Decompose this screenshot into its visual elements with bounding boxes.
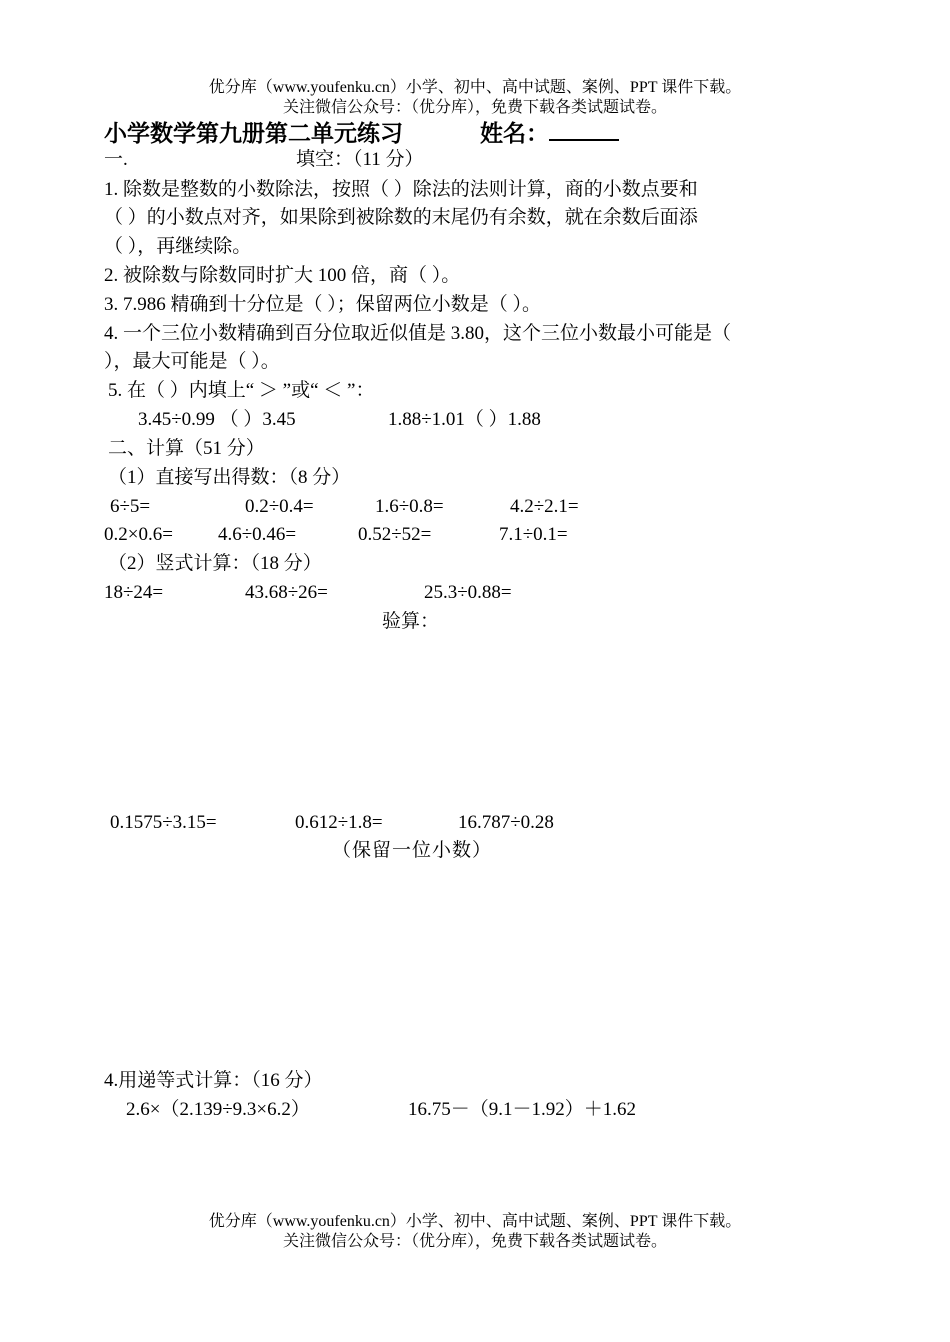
check-label: 验算： [382, 611, 440, 632]
part2-heading: （2）竖式计算：（18 分） [108, 553, 322, 574]
section1-number: 一. [104, 149, 128, 170]
vertical-calc-4: 0.1575÷3.15= [110, 812, 217, 833]
part1-heading: （1）直接写出得数：（8 分） [108, 467, 351, 488]
question-4-line-1: 4. 一个三位小数精确到百分位取近似值是 3.80，这个三位小数最小可能是（ [104, 323, 732, 344]
header-line-2: 关注微信公众号：（优分库），免费下载各类试题试卷。 [282, 99, 667, 116]
name-label: 姓名： [480, 121, 549, 146]
mental-calc-3: 1.6÷0.8= [375, 496, 444, 517]
question-5-item-2: 1.88÷1.01（ ）1.88 [388, 409, 541, 430]
page-title: 小学数学第九册第二单元练习 [104, 121, 403, 146]
name-blank [549, 121, 619, 141]
question-3: 3. 7.986 精确到十分位是（ ）；保留两位小数是（ ）。 [104, 294, 542, 315]
stepwise-calc-2: 16.75－（9.1－1.92）＋1.62 [408, 1099, 637, 1120]
mental-calc-7: 0.52÷52= [358, 524, 432, 545]
stepwise-calc-1: 2.6×（2.139÷9.3×6.2） [126, 1099, 310, 1120]
mental-calc-8: 7.1÷0.1= [499, 524, 568, 545]
footer-line-1: 优分库（www.youfenku.cn）小学、初中、高中试题、案例、PPT 课件下载。 [208, 1213, 742, 1230]
mental-calc-1: 6÷5= [110, 496, 151, 517]
vertical-calc-3: 25.3÷0.88= [424, 582, 512, 603]
vertical-calc-5: 0.612÷1.8= [295, 812, 383, 833]
question-4-line-2: ），最大可能是（ ）。 [104, 351, 280, 372]
section1-heading: 填空：（11 分） [296, 149, 424, 170]
vertical-calc-1: 18÷24= [104, 582, 164, 603]
name-field [480, 120, 619, 148]
mental-calc-6: 4.6÷0.46= [218, 524, 297, 545]
mental-calc-4: 4.2÷2.1= [510, 496, 579, 517]
question-5: 5. 在（ ）内填上“ ＞ ”或“ ＜ ”： [108, 380, 375, 401]
rounding-note: （保留一位小数） [332, 840, 493, 861]
question-1-line-1: 1. 除数是整数的小数除法，按照（ ）除法的法则计算，商的小数点要和 [104, 179, 698, 200]
header-line-1: 优分库（www.youfenku.cn）小学、初中、高中试题、案例、PPT 课件下载。 [208, 79, 742, 96]
vertical-calc-6: 16.787÷0.28 [458, 812, 554, 833]
mental-calc-5: 0.2×0.6= [104, 524, 173, 545]
mental-calc-2: 0.2÷0.4= [245, 496, 314, 517]
question-2: 2. 被除数与除数同时扩大 100 倍，商（ ）。 [104, 265, 461, 286]
section2-heading: 二、计算（51 分） [108, 438, 265, 459]
question-1-line-3: （ ），再继续除。 [104, 236, 252, 257]
footer-line-2: 关注微信公众号：（优分库），免费下载各类试题试卷。 [282, 1233, 667, 1250]
question-1-line-2: （ ）的小数点对齐，如果除到被除数的末尾仍有余数，就在余数后面添 [104, 207, 698, 228]
question-5-item-1: 3.45÷0.99 （ ）3.45 [138, 409, 296, 430]
section4-heading: 4.用递等式计算：（16 分） [104, 1070, 323, 1091]
vertical-calc-2: 43.68÷26= [245, 582, 328, 603]
